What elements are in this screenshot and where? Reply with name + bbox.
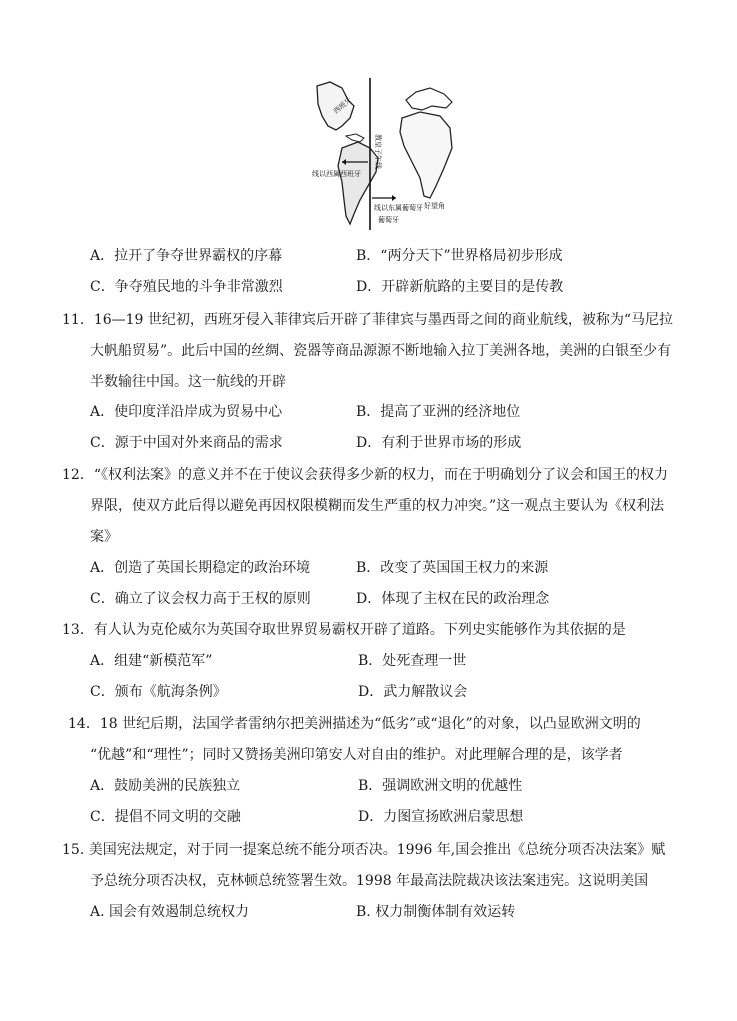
q11-line-3: 半数输往中国。这一航线的开辟 bbox=[90, 374, 286, 390]
map-figure bbox=[312, 78, 472, 230]
q14-option-a: A．鼓励美洲的民族独立 bbox=[90, 778, 241, 794]
q12-option-d: D．体现了主权在民的政治理念 bbox=[356, 591, 550, 607]
q13-option-c: C．颁布《航海条例》 bbox=[90, 684, 227, 700]
q12-line-2: 界限，使双方此后得以避免再因权限模糊而发生严重的权力冲突。”这一观点主要认为《权利法 bbox=[90, 498, 665, 514]
q15-option-b: B. 权力制衡体制有效运转 bbox=[356, 904, 516, 920]
q15-line-1: 15. 美国宪法规定，对于同一提案总统不能分项否决。1996 年,国会推出《总统分项否决法案》赋 bbox=[62, 842, 666, 858]
q12-option-a: A．创造了英国长期稳定的政治环境 bbox=[90, 560, 311, 576]
map-label-west: 线以西属西班牙 bbox=[312, 170, 361, 178]
q15-line-2: 予总统分项否决权，克林顿总统签署生效。1998 年最高法院裁决该法案违宪。这说明美国 bbox=[90, 873, 649, 889]
q10-option-d: D．开辟新航路的主要目的是传教 bbox=[356, 279, 564, 295]
q13-option-a: A．组建“新模范军” bbox=[90, 653, 213, 669]
map-label-line: 教皇子午线 bbox=[374, 134, 382, 169]
map-label-portugal: 葡萄牙 bbox=[378, 216, 399, 224]
q10-option-c: C．争夺殖民地的斗争非常激烈 bbox=[90, 279, 283, 295]
q11-line-2: 大帆船贸易”。此后中国的丝绸、瓷器等商品源源不断地输入拉丁美洲各地，美洲的白银至少有 bbox=[90, 343, 672, 359]
q12-option-c: C．确立了议会权力高于王权的原则 bbox=[90, 591, 311, 607]
q14-line-2: “优越”和“理性”；同时又赞扬美洲印第安人对自由的维护。对此理解合理的是，该学者 bbox=[90, 747, 623, 763]
q12-option-b: B．改变了英国国王权力的来源 bbox=[356, 560, 549, 576]
q14-option-c: C．提倡不同文明的交融 bbox=[90, 809, 241, 825]
q13-option-d: D．武力解散议会 bbox=[358, 684, 468, 700]
q10-option-b: B．“两分天下”世界格局初步形成 bbox=[356, 248, 563, 264]
q14-option-d: D．力图宣扬欧洲启蒙思想 bbox=[358, 809, 524, 825]
q11-line-1: 11．16—19 世纪初，西班牙侵入菲律宾后开辟了菲律宾与墨西哥之间的商业航线，被称为“马尼拉 bbox=[62, 312, 674, 328]
q12-line-1: 12．“《权利法案》的意义并不在于使议会获得多少新的权力，而在于明确划分了议会和国王的权力 bbox=[62, 467, 668, 483]
q13-option-b: B．处死查理一世 bbox=[358, 653, 467, 669]
q12-line-3: 案》 bbox=[90, 529, 118, 545]
q14-line-1: 14．18 世纪后期，法国学者雷纳尔把美洲描述为“低劣”或“退化”的对象，以凸显欧洲文明的 bbox=[68, 716, 641, 732]
q11-option-a: A．使印度洋沿岸成为贸易中心 bbox=[90, 404, 283, 420]
q11-option-d: D．有利于世界市场的形成 bbox=[356, 435, 522, 451]
q11-option-b: B．提高了亚洲的经济地位 bbox=[356, 404, 521, 420]
q10-option-a: A．拉开了争夺世界霸权的序幕 bbox=[90, 248, 283, 264]
map-label-cape: 好望角 bbox=[424, 202, 445, 210]
q14-option-b: B．强调欧洲文明的优越性 bbox=[358, 778, 523, 794]
map-label-east: 线以东属葡萄牙 bbox=[374, 204, 423, 212]
map-label-spain-line: 西班牙 bbox=[332, 95, 354, 116]
q11-option-c: C．源于中国对外来商品的需求 bbox=[90, 435, 283, 451]
q15-option-a: A. 国会有效遏制总统权力 bbox=[90, 904, 250, 920]
q13-line-1: 13．有人认为克伦威尔为英国夺取世界贸易霸权开辟了道路。下列史实能够作为其依据的是 bbox=[62, 622, 626, 638]
